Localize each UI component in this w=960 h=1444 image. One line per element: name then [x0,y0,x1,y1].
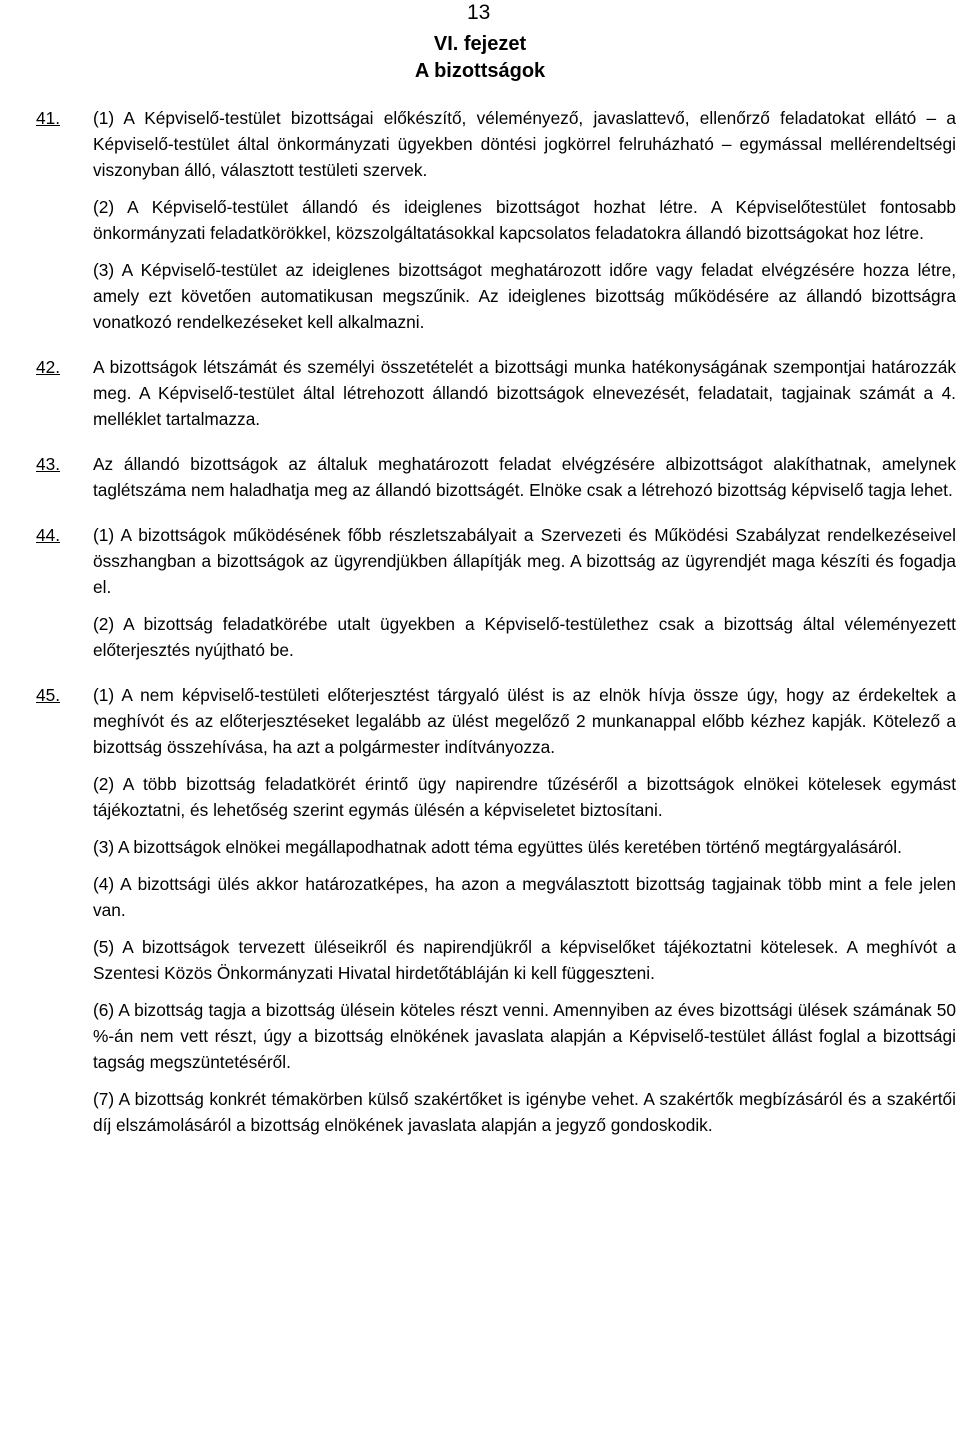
section-number: 42. [36,357,61,377]
section-43 [36,451,956,503]
document-body [36,105,956,1138]
paragraph-text: (3) A bizottságok elnökei megállapodhatnak adott téma együttes ülés keretében történő megtárgyalásáról. [93,837,902,857]
paragraph [36,934,956,986]
section-45 [36,682,956,1138]
section-number: 43. [36,454,61,474]
paragraph [36,771,956,823]
paragraph [36,1086,956,1138]
paragraph [36,354,956,432]
paragraph [36,611,956,663]
paragraph-text: (5) A bizottságok tervezett üléseikről és napirendjükről a képviselőket tájékoztatni kötelesek. A meghívót a Szentesi Közös Önkormányzati Hivatal hirdetőtábláján ki kell függeszteni. [93,937,956,983]
paragraph [36,105,956,183]
paragraph [36,257,956,335]
paragraph [36,997,956,1075]
section-44 [36,522,956,663]
paragraph [36,834,956,860]
paragraph [36,194,956,246]
paragraph-text: (2) A bizottság feladatkörébe utalt ügyekben a Képviselő-testülethez csak a bizottság által véleményezett előterjesztés nyújtható be. [93,614,956,660]
paragraph-text: Az állandó bizottságok az általuk meghatározott feladat elvégzésére albizottságot alakíthatnak, amelynek taglétszáma nem haladhatja meg az állandó bizottságét. Elnöke csak a létrehozó bizottság képviselő tagja lehet. [93,454,956,500]
section-number: 41. [36,108,61,128]
paragraph [36,871,956,923]
paragraph [36,522,956,600]
paragraph-text: (6) A bizottság tagja a bizottság ülésein köteles részt venni. Amennyiben az éves bizottsági ülések számának 50 %-án nem vett részt, úgy a bizottság elnökének javaslata alapján a Képviselő-testület állást foglal a bizottsági tagság megszüntetéséről. [93,1000,956,1072]
paragraph-text: A bizottságok létszámát és személyi összetételét a bizottsági munka hatékonyságának szempontjai határozzák meg. A Képviselő-testület által létrehozott állandó bizottságok elnevezését, feladatait, tagjainak számát a 4. melléklet tartalmazza. [93,357,956,429]
section-41 [36,105,956,335]
section-number: 44. [36,525,61,545]
page-number: 13 [467,1,491,24]
chapter-number: VI. fejezet [433,33,527,55]
section-42 [36,354,956,432]
paragraph-text: (1) A bizottságok működésének főbb részletszabályait a Szervezeti és Működési Szabályzat rendelkezéseivel összhangban a bizottságok az ügyrendjükben állapítják meg. A bizottság az ügyrendjét maga készíti és fogadja el. [93,525,956,597]
section-number: 45. [36,685,61,705]
paragraph-text: (2) A több bizottság feladatkörét érintő ügy napirendre tűzéséről a bizottságok elnökei kötelesek egymást tájékoztatni, és lehetőség szerint egymás ülésén a képviseletet biztosítani. [93,774,956,820]
paragraph [36,451,956,503]
chapter-title: A bizottságok [414,60,546,82]
paragraph-text: (3) A Képviselő-testület az ideiglenes bizottságot meghatározott időre vagy feladat elvégzésére hozza létre, amely ezt követően automatikusan megszűnik. Az ideiglenes bizottság működésére az állandó bizottságra vonatkozó rendelkezéseket kell alkalmazni. [93,260,956,332]
paragraph-text: (7) A bizottság konkrét témakörben külső szakértőket is igénybe vehet. A szakértők megbízásáról és a szakértői díj elszámolásáról a bizottság elnökének javaslata alapján a jegyző gondoskodik. [93,1089,956,1135]
paragraph-text: (4) A bizottsági ülés akkor határozatképes, ha azon a megválasztott bizottság tagjainak több mint a fele jelen van. [93,874,956,920]
paragraph-text: (1) A nem képviselő-testületi előterjesztést tárgyaló ülést is az elnök hívja össze úgy, hogy az érdekeltek a meghívót és az előterjesztéseket legalább az ülést megelőző 2 munkanappal előbb kézhez kapják. Kötelező a bizottság összehívása, ha azt a polgármester indítványozza. [93,685,956,757]
paragraph-text: (2) A Képviselő-testület állandó és ideiglenes bizottságot hozhat létre. A Képviselőtestület fontosabb önkormányzati feladatkörökkel, közszolgáltatásokkal kapcsolatos feladatokra állandó bizottságokat hoz létre. [93,197,956,243]
paragraph [36,682,956,760]
paragraph-text: (1) A Képviselő-testület bizottságai előkészítő, véleményező, javaslattevő, ellenőrző feladatokat ellátó – a Képviselő-testület által önkormányzati ügyekben döntési jogkörrel felruházható – egymással mellérendeltségi viszonyban álló, választott testületi szervek. [93,108,956,180]
